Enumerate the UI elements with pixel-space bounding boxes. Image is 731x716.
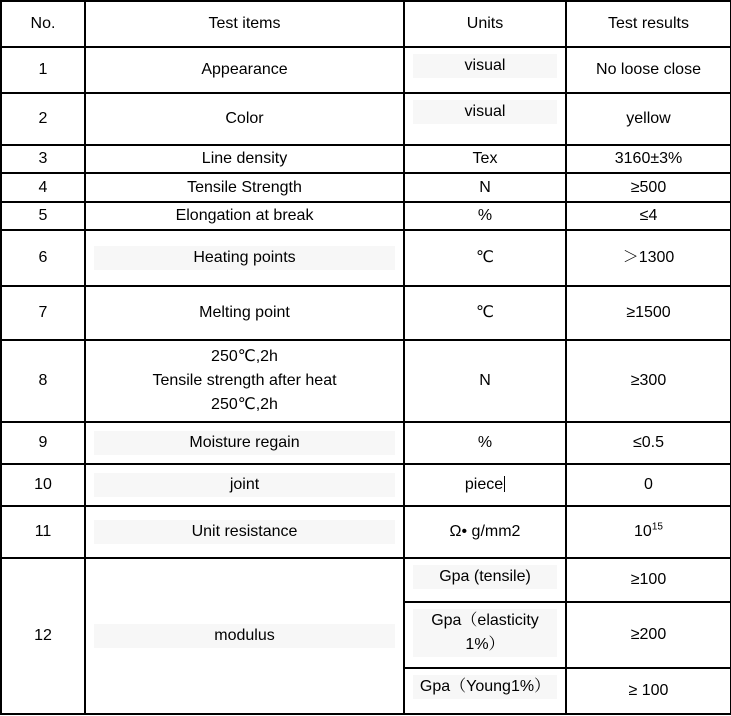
row-item: Appearance [85,47,404,93]
row-units: ℃ [404,286,566,340]
row-item: Line density [85,145,404,173]
row-no: 5 [1,202,85,230]
row-item: Color [85,93,404,145]
row-result: ≥300 [566,340,731,422]
table-row [1,506,731,558]
row-item [85,340,404,422]
row-no: 8 [1,340,85,422]
row-units: ℃ [404,230,566,286]
text-cursor [504,476,505,492]
row-item-line: 250℃,2h [211,396,278,413]
table-row [1,464,731,506]
row-units [404,558,566,602]
table-row [1,173,731,202]
row-item-text: Unit resistance [94,520,395,544]
table-row [1,286,731,340]
row-units [404,93,566,145]
row-item: Tensile Strength [85,173,404,202]
table-row [1,47,731,93]
row-result: ≤4 [566,202,731,230]
row-no: 7 [1,286,85,340]
header-test-items: Test items [85,1,404,47]
row-no: 3 [1,145,85,173]
row-no: 6 [1,230,85,286]
table-row [1,202,731,230]
row-no: 12 [1,558,85,714]
row-no: 9 [1,422,85,464]
row-units [404,602,566,668]
row-result: ≤0.5 [566,422,731,464]
row-units: Ω• g/mm2 [404,506,566,558]
row-item [85,506,404,558]
table-row [1,145,731,173]
row-units-line: Gpa（elasticity [431,612,539,629]
row-item [85,230,404,286]
row-units: % [404,202,566,230]
row-no: 1 [1,47,85,93]
row-units-line: 1%） [465,636,505,653]
row-item [85,464,404,506]
row-item-text: Heating points [94,246,395,270]
row-item-text: Moisture regain [94,431,395,455]
row-units [404,47,566,93]
row-units [404,464,566,506]
row-result [566,506,731,558]
row-item-line: Tensile strength after heat [152,372,337,389]
header-row [1,1,731,47]
row-result-exponent: 15 [651,521,663,533]
row-item-text: joint [94,473,395,497]
row-no: 11 [1,506,85,558]
row-item-text: modulus [94,624,395,648]
row-result: ≥200 [566,602,731,668]
table-row [1,340,731,422]
header-no: No. [1,1,85,47]
row-result: 3160±3% [566,145,731,173]
row-units-text [413,609,557,657]
row-result-base: 10 [634,523,652,540]
header-units: Units [404,1,566,47]
table-row [1,558,731,602]
row-units: % [404,422,566,464]
table-row [1,230,731,286]
row-no: 4 [1,173,85,202]
row-units: N [404,340,566,422]
row-result: yellow [566,93,731,145]
row-units-text: piece [464,476,504,493]
row-result: ≥1500 [566,286,731,340]
row-units-text: Gpa (tensile) [413,565,557,589]
row-item: Melting point [85,286,404,340]
row-units: Tex [404,145,566,173]
row-units [404,668,566,714]
table-row [1,93,731,145]
row-no: 2 [1,93,85,145]
row-result: ≥100 [566,558,731,602]
row-result: ≥500 [566,173,731,202]
row-no: 10 [1,464,85,506]
row-item [85,558,404,714]
row-units: N [404,173,566,202]
row-item-line: 250℃,2h [211,348,278,365]
row-item: Elongation at break [85,202,404,230]
header-test-results: Test results [566,1,731,47]
table-row [1,422,731,464]
row-units-text: visual [413,100,557,124]
row-item [85,422,404,464]
row-result: ＞1300 [566,230,731,286]
row-units-text: Gpa（Young1%） [413,675,557,699]
row-units-text: visual [413,54,557,78]
row-result: ≥ 100 [566,668,731,714]
row-result: No loose close [566,47,731,93]
row-result: 0 [566,464,731,506]
